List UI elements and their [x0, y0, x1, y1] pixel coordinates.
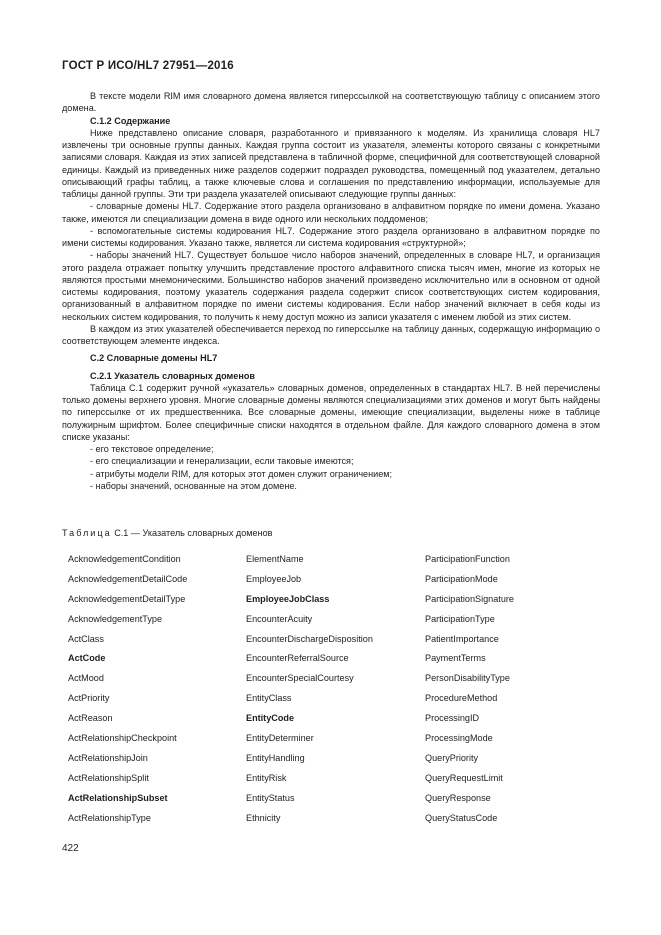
table-cell: QueryRequestLimit	[425, 772, 503, 783]
table-cell: ParticipationMode	[425, 573, 498, 584]
table-cell: EntityRisk	[246, 772, 287, 783]
table-cell: ParticipationFunction	[425, 554, 510, 564]
table-cell: ActRelationshipSubset	[68, 792, 168, 803]
table-cell: EncounterAcuity	[246, 613, 313, 624]
table-cell: ActRelationshipCheckpoint	[68, 733, 177, 744]
table-row	[68, 668, 608, 688]
table-row	[68, 728, 608, 748]
table-row	[68, 748, 608, 768]
table-row	[68, 648, 608, 668]
table-cell: AcknowledgementType	[68, 613, 163, 624]
list-item: - его специализации и генерализации, если таковые имеются;	[90, 456, 354, 467]
table-cell: ElementName	[246, 554, 304, 564]
section-heading: C.2 Словарные домены HL7	[90, 353, 218, 364]
table-cell: QueryResponse	[425, 792, 491, 803]
table-cell: ProcedureMethod	[425, 693, 498, 704]
table-cell: EntityHandling	[246, 752, 305, 763]
table-cell: EncounterSpecialCourtesy	[246, 673, 354, 684]
table-cell: ProcessingMode	[425, 733, 493, 744]
paragraph: В тексте модели RIM имя словарного домена является гиперссылкой на соответствующую таблицу с описанием этого домена.	[62, 91, 600, 114]
paragraph: В каждом из этих указателей обеспечивается переход по гиперссылке на таблицу данных, содержащую информацию о соответствующем элементе индекса.	[62, 323, 600, 346]
table-cell: EntityStatus	[246, 792, 295, 803]
table-cell: AcknowledgementDetailType	[68, 593, 186, 604]
table-cell: PatientImportance	[425, 633, 499, 644]
table-cell: ActPriority	[68, 693, 110, 704]
table-row	[68, 589, 608, 609]
table-row	[68, 808, 608, 828]
table-cell: PaymentTerms	[425, 653, 486, 664]
table-cell: AcknowledgementDetailCode	[68, 573, 188, 584]
table-cell: EmployeeJob	[246, 573, 302, 584]
table-cell: EntityDeterminer	[246, 733, 314, 744]
table-cell: ActRelationshipJoin	[68, 752, 148, 763]
table-cell: ActReason	[68, 713, 113, 724]
table-cell: Ethnicity	[246, 812, 281, 823]
list-item: - вспомогательные системы кодирования HL7. Содержание этого раздела организовано в алфавитном порядке по имени системы кодирования. Указано также, является ли система кодирования «структурной»;	[62, 225, 600, 248]
table-row	[68, 708, 608, 728]
table-cell: PersonDisabilityType	[425, 673, 510, 684]
table-row	[68, 768, 608, 788]
table-cell: EncounterDischargeDisposition	[246, 633, 373, 644]
list-item: - словарные домены HL7. Содержание этого раздела организовано в алфавитном порядке по имени домена. Указано также, имеются ли специализации домена в виде одного или нескольких поддоменов;	[62, 201, 600, 224]
section-heading: C.2.1 Указатель словарных доменов	[90, 370, 255, 381]
list-item: - атрибуты модели RIM, для которых этот домен служит ограничением;	[90, 468, 393, 479]
page-number: 422	[62, 843, 79, 854]
table-row	[68, 609, 608, 629]
list-item: - его текстовое определение;	[90, 444, 214, 454]
table-cell: EncounterReferralSource	[246, 653, 349, 664]
table-cell: EmployeeJobClass	[246, 593, 330, 604]
table-row	[68, 788, 608, 808]
page-header-standard-id: ГОСТ Р ИСО/HL7 27951—2016	[62, 60, 234, 72]
domain-index-table	[68, 549, 608, 827]
table-row	[68, 569, 608, 589]
table-caption	[62, 528, 272, 538]
table-caption-text: C.1 — Указатель словарных доменов	[114, 528, 273, 538]
table-cell: ParticipationSignature	[425, 593, 514, 604]
list-item: - наборы значений, основанные на этом домене.	[90, 480, 297, 491]
table-cell: EntityClass	[246, 693, 292, 704]
list-item: - наборы значений HL7. Существует большое число наборов значений, определенных в словаре HL7, и организация этого раздела отражает попытку улучшить представление простого алфавитного списка тысяч имен, многие из которых не являются простыми мнемоническими. Большинство наборов значений произведено исключительно или в основном от одной системы кодирования, поэтому указатель содержания раздела содержит список соответствующих систем кодирования, организованный в алфавитном порядке по имени системы кодирования. Если набор значений включает в себя коды из нескольких систем кодирования, то получить к нему доступ можно из записи указателя с именем любой из этих систем.	[62, 250, 600, 322]
table-caption-label: Таблица	[62, 528, 112, 538]
section-heading: C.1.2 Содержание	[90, 115, 171, 126]
table-cell: QueryPriority	[425, 752, 479, 763]
paragraph: Ниже представлено описание словаря, разработанного и привязанного к моделям. Из хранилища словаря HL7 извлечены три основные группы данных. Каждая группа состоит из указателя, элементы которого связаны с конкретными записями словаря. Каждая из этих записей представлена в табличной форме, специфичной для соответствующей словарной единицы. Каждый из приведенных ниже разделов содержит подраздел руководства, помещенный под указателем, детально описывающий графы таблиц, а также ключевые слова и соглашения по представлению информации, используемые для таблицы данной группы. Эти три раздела указателей описывают следующие группы данных:	[62, 127, 600, 199]
table-cell: AcknowledgementCondition	[68, 554, 181, 564]
table-cell: ActCode	[68, 653, 106, 664]
table-row	[68, 688, 608, 708]
table-row	[68, 629, 608, 649]
body-text	[62, 90, 600, 492]
table-cell: ParticipationType	[425, 613, 495, 624]
table-cell: EntityCode	[246, 713, 294, 724]
table-cell: ProcessingID	[425, 713, 480, 724]
table-cell: ActRelationshipSplit	[68, 772, 149, 783]
paragraph: Таблица C.1 содержит ручной «указатель» словарных доменов, определенных в стандартах HL7. В ней перечислены только домены верхнего уровня. Многие словарные домены являются специализациями этих доменов и могут быть найдены по гиперссылке от их предшественника. Все словарные домены, имеющие специализации, выделены ниже в таблице полужирным шрифтом. Более специфичные списки находятся в отдельном файле. Для каждого словарного домена в этом списке указаны:	[62, 382, 600, 442]
table-cell: QueryStatusCode	[425, 812, 498, 823]
table-cell: ActClass	[68, 633, 104, 644]
table-cell: ActMood	[68, 673, 104, 684]
table-cell: ActRelationshipType	[68, 812, 151, 823]
table-row	[68, 549, 608, 569]
